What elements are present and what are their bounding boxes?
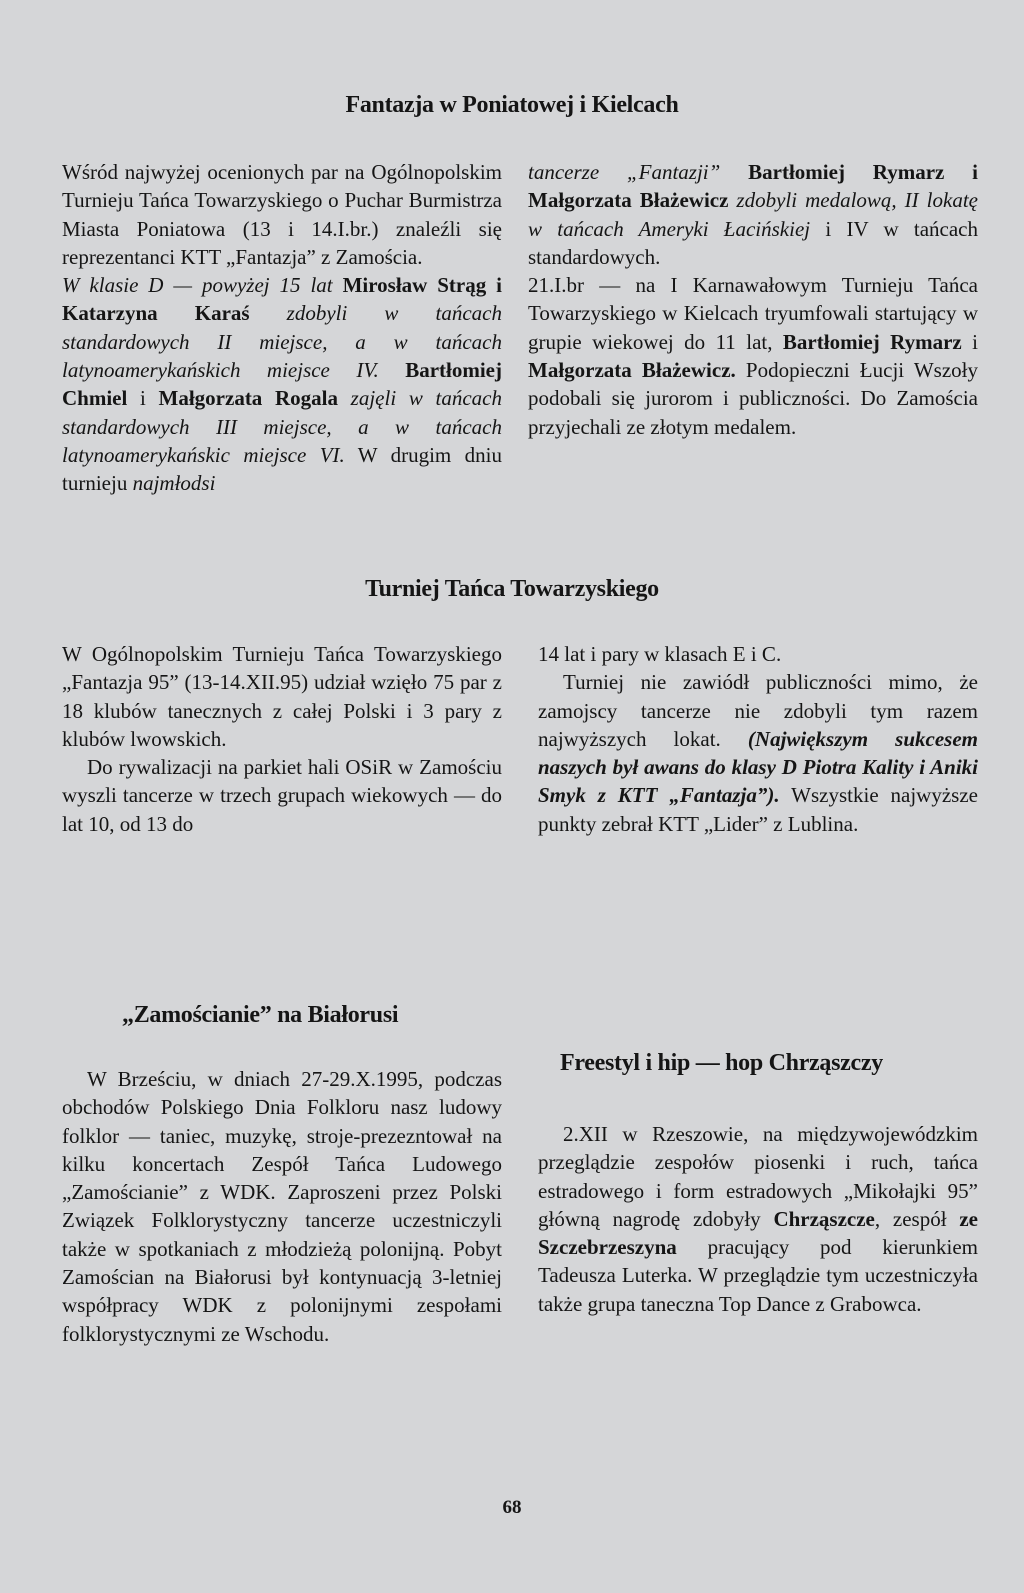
text-plain: Turniej nie zawiódł publiczności mimo, że zamojscy tancerze nie zdobyli tym razem najwyższych lokat. [538,670,978,751]
article-fantazja-paragraph-4 [528,271,978,441]
text-italic: zajęli w tańcach standardowych III miejsce, a w tańcach latynoamerykańskic miejsce VI. [62,386,502,467]
article-freestyl-column [538,1120,978,1318]
article-turniej-paragraph-2: Do rywalizacji na parkiet hali OSiR w Zamościu wyszli tancerze w trzech grupach wiekowych — do lat 10, od 13 do [62,755,502,836]
text-plain: , zespół [874,1206,960,1231]
article-zamoscianie-column [62,1065,502,1348]
text-plain: 2.XII w Rzeszowie, na międzywojewódzkim przeglądzie zespołów piosenki i ruch, tańca estradowego i form estradowych „Mikołajki 95” główną nagrodę zdobyły [538,1122,978,1231]
text-italic: tancerze „Fantazji” [528,160,749,184]
text-italic: zdobyli w tańcach standardowych II miejsce, a w tańcach latynoamerykańskich miejsce IV. [62,301,502,383]
article-turniej-right-column [538,640,978,838]
text-bold-name: Chrząszcze [773,1206,875,1231]
text-bold-names: Bartłomiej Rymarz i Małgorzata Błażewicz [528,160,978,213]
article-fantazja-left-column [62,158,502,498]
text-bold-name: Małgorzata Błażewicz. [528,358,736,383]
article-title-turniej: Turniej Tańca Towarzyskiego [365,576,659,602]
text-plain: 21.I.br — na I Karnawałowym Turnieju Tańca Towarzyskiego w Kielcach tryumfowali startujący w grupie wiekowej do 11 lat, [528,273,978,354]
text-plain: W drugim dniu turnieju [62,442,502,496]
article-turniej-left-column [62,640,502,838]
text-plain: pracujący pod kierunkiem Tadeusza Luterka. W przeglądzie tym uczestniczyła także grupa taneczna Top Dance z Grabowca. [538,1235,978,1316]
page-number: 68 [502,1497,522,1518]
article-turniej-paragraph-1: W Ogólnopolskim Turnieju Tańca Towarzyskiego „Fantazja 95” (13-14.XII.95) udział wzięło 75 par z 18 klubów tanecznych z całej Polski i 3 pary z klubów lwowskich. [62,642,502,751]
article-turniej-paragraph-3: 14 lat i pary w klasach E i C. [538,642,782,666]
text-bold-italic-highlight: (Największym sukcesem naszych był awans do klasy D Piotra Kality i Aniki Smyk z KTT „Fantazja”). [538,726,978,808]
article-title-fantazja: Fantazja w Poniatowej i Kielcach [345,92,679,118]
article-fantazja-right-column [528,158,978,441]
article-freestyl-paragraph [538,1120,978,1318]
article-title-freestyl: Freestyl i hip — hop Chrząszczy [560,1050,883,1076]
text-italic: zdobyli medalową, II lokatę w tańcach Ameryki Łacińskiej [528,188,978,241]
text-plain: Podopieczni Łucji Wszoły podobali się jurorom i publiczności. Do Zamościa przyjechali ze złotym medalem. [528,358,978,439]
text-plain: i IV w tańcach standardowych. [528,216,978,269]
text-plain: i [127,386,159,411]
text-bold-name: Małgorzata Rogala [158,386,338,411]
article-fantazja-paragraph-1: Wśród najwyżej ocenionych par na Ogólnopolskim Turnieju Tańca Towarzyskiego o Puchar Burmistrza Miasta Poniatowa (13 i 14.I.br.) znaleźli się reprezentanci KTT „Fantazja” z Zamościa. [62,160,502,269]
article-fantazja-paragraph-3 [528,158,978,271]
article-title-zamoscianie: „Zamościanie” na Białorusi [122,1002,399,1028]
text-plain: i [961,329,978,354]
text-bold-names: Mirosław Strąg i Katarzyna Karaś [62,273,502,326]
article-fantazja-paragraph-2 [62,271,502,497]
text-bold-name: ze Szczebrzeszyna [538,1206,978,1260]
text-plain: Wszystkie najwyższe punkty zebrał KTT „Lider” z Lublina. [538,783,978,836]
text-italic: najmłodsi [132,471,216,496]
article-turniej-paragraph-4 [538,668,978,838]
text-italic: W klasie D — powyżej 15 lat [62,273,343,298]
text-bold-name: Bartłomiej Rymarz [782,329,962,354]
article-zamoscianie-paragraph: W Brześciu, w dniach 27-29.X.1995, podczas obchodów Polskiego Dnia Folkloru nasz ludowy folklor — taniec, muzykę, stroje-prezezntował na kilku koncertach Zespół Tańca Ludowego „Zamościanie” z WDK. Zaproszeni przez Polski Związek Folklorystyczny tancerze uczestniczyli także w spotkaniach z młodzieżą polonijną. Pobyt Zamościan na Białorusi był kontynuacją 3-letniej współpracy WDK z polonijnymi zespołami folklorystycznymi ze Wschodu. [62,1067,502,1346]
text-bold-name: Bartłomiej Chmiel [62,358,502,411]
